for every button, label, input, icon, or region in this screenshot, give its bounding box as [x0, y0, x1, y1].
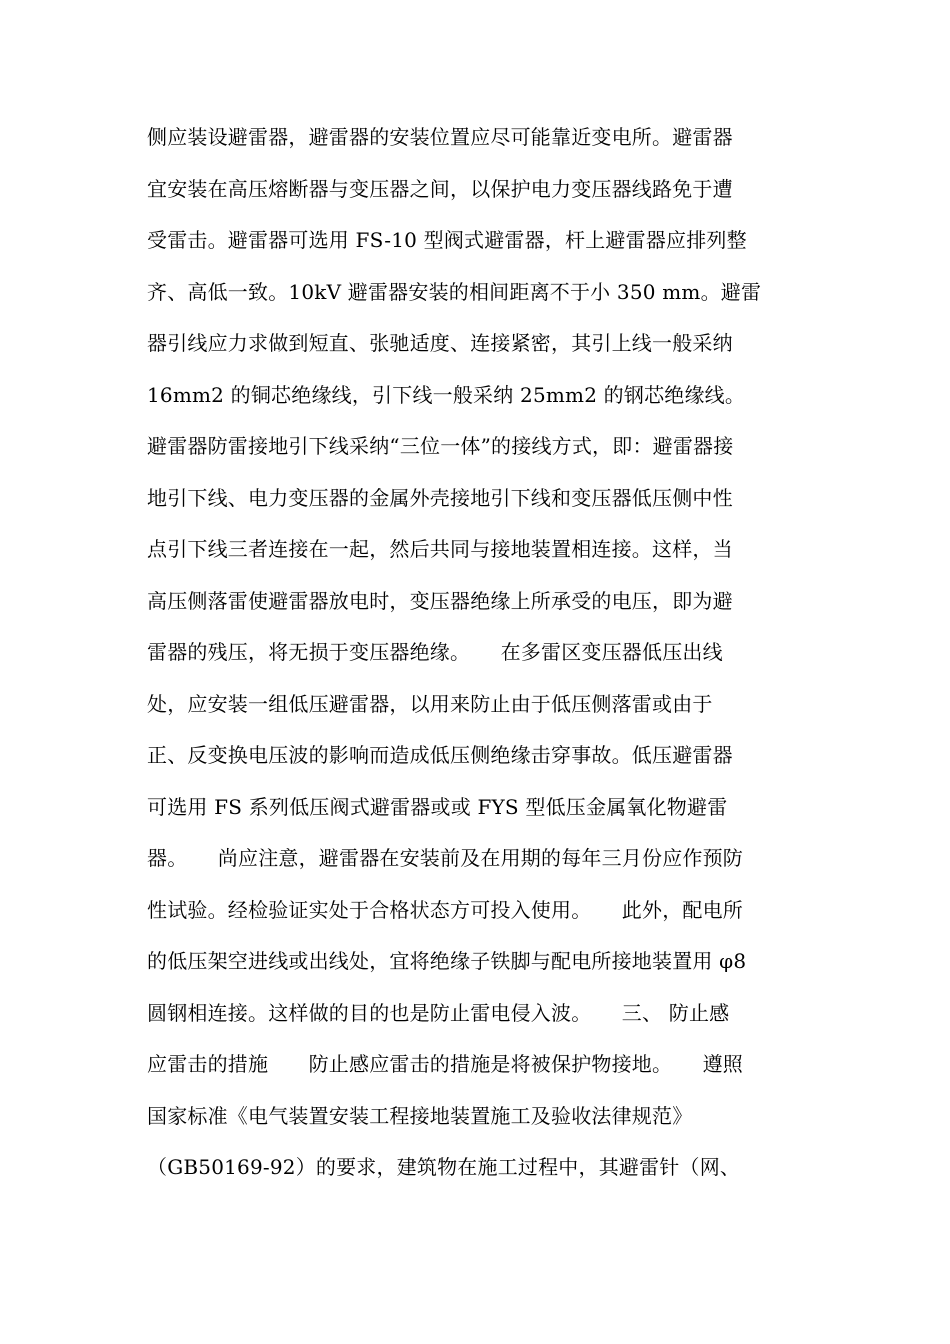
body-text [147, 117, 827, 1199]
text-line: 性试验。经检验证实处于合格状态方可投入使用。 此外，配电所 [147, 897, 743, 922]
text-line: 点引下线三者连接在一起，然后共同与接地装置相连接。这样，当 [147, 537, 733, 561]
text-line: 器引线应力求做到短直、张驰适度、连接紧密，其引上线一般采纳 [147, 331, 733, 355]
text-line: 雷器的残压，将无损于变压器绝缘。 在多雷区变压器低压出线 [147, 640, 723, 664]
text-line: 的低压架空进线或出线处，宜将绝缘子铁脚与配电所接地装置用 φ8 [147, 949, 747, 973]
text-line: 宜安装在高压熔断器与变压器之间，以保护电力变压器线路免于遭 [147, 176, 733, 201]
text-line: 高压侧落雷使避雷器放电时，变压器绝缘上所承受的电压，即为避 [147, 588, 733, 613]
text-line: 正、反变换电压波的影响而造成低压侧绝缘击穿事故。低压避雷器 [147, 743, 733, 767]
text-line: （GB50169-92）的要求，建筑物在施工过程中，其避雷针（网、 [147, 1155, 741, 1179]
text-line: 应雷击的措施 防止感应雷击的措施是将被保护物接地。 遵照 [147, 1052, 743, 1076]
text-line: 圆钢相连接。这样做的目的也是防止雷电侵入波。 三、 防止感 [147, 1000, 730, 1025]
text-line: 避雷器防雷接地引下线采纳“三位一体”的接线方式，即：避雷器接 [147, 434, 734, 458]
text-line: 地引下线、电力变压器的金属外壳接地引下线和变压器低压侧中性 [147, 485, 733, 510]
text-line: 16mm2 的铜芯绝缘线，引下线一般采纳 25mm2 的钢芯绝缘线。 [147, 382, 746, 407]
text-line: 侧应装设避雷器，避雷器的安装位置应尽可能靠近变电所。避雷器 [147, 125, 733, 149]
text-line: 可选用 FS 系列低压阀式避雷器或或 FYS 型低压金属氧化物避雷 [147, 794, 728, 819]
text-line: 齐、高低一致。10kV 避雷器安装的相间距离不于小 350 mm。避雷 [147, 279, 762, 304]
text-line: 器。 尚应注意，避雷器在安装前及在用期的每年三月份应作预防 [147, 846, 743, 870]
text-line: 处，应安装一组低压避雷器，以用来防止由于低压侧落雷或由于 [147, 691, 713, 716]
text-line: 受雷击。避雷器可选用 FS-10 型阀式避雷器，杆上避雷器应排列整 [147, 228, 747, 252]
text-line: 国家标准《电气装置安装工程接地装置施工及验收法律规范》 [147, 1103, 693, 1128]
